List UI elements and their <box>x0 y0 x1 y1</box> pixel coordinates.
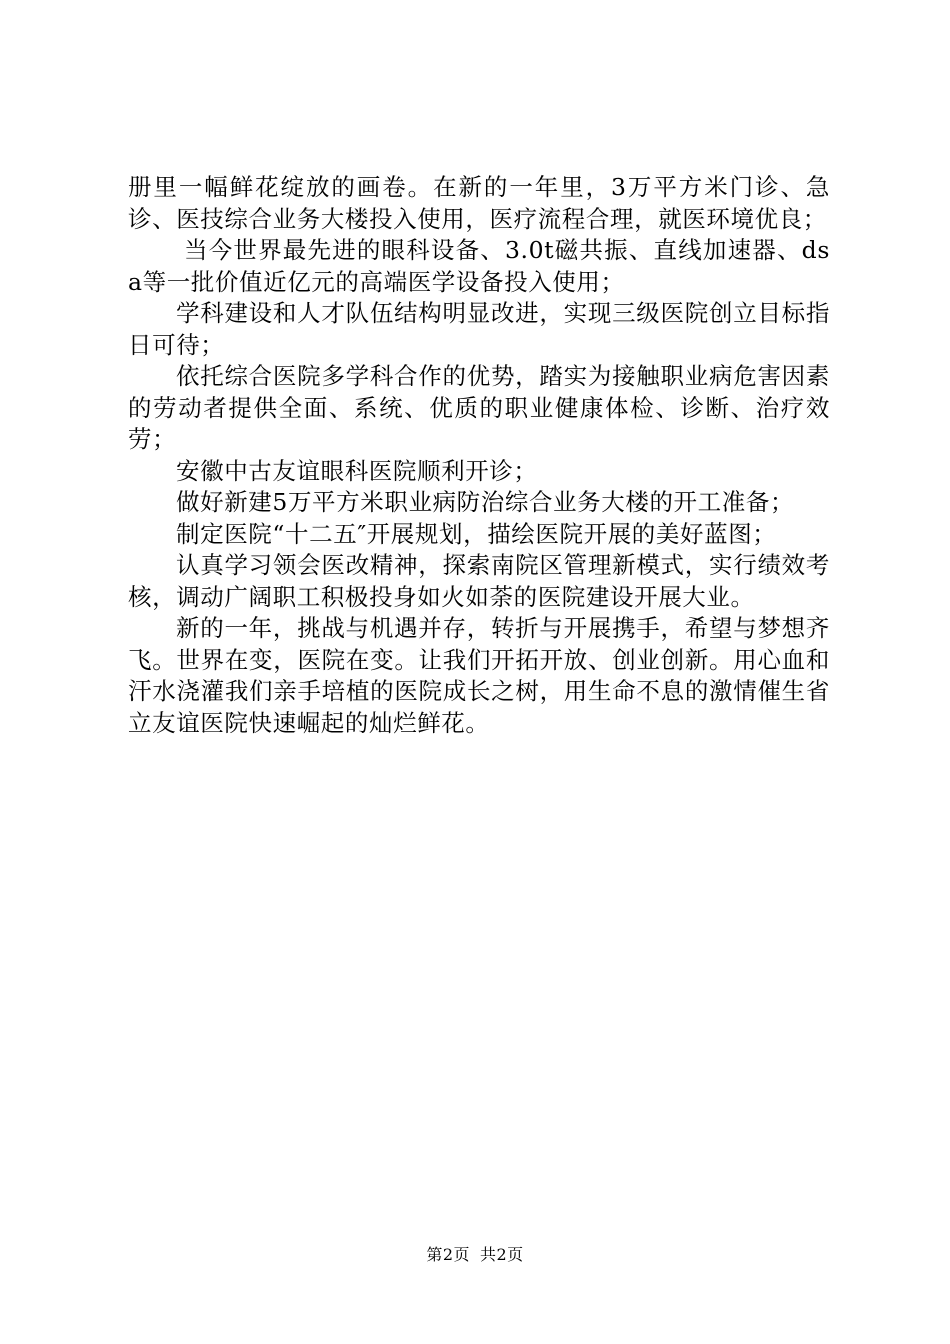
paragraph-equipment: 当今世界最先进的眼科设备、3.0t磁共振、直线加速器、dsa等一批价值近亿元的高端医学设备投入使用； <box>128 236 830 296</box>
page-total: 共2页 <box>480 1245 524 1264</box>
page-number: 第2页 <box>426 1245 470 1264</box>
paragraph-reform: 认真学习领会医改精神，探索南院区管理新模式，实行绩效考核，调动广阔职工积极投身如火如荼的医院建设开展大业。 <box>128 551 830 611</box>
paragraph-new-building: 做好新建5万平方米职业病防治综合业务大楼的开工准备； <box>176 488 795 516</box>
paragraph-five-year-plan: 制定医院“十二五″开展规划，描绘医院开展的美好蓝图； <box>176 519 777 548</box>
paragraph-closing: 新的一年，挑战与机遇并存，转折与开展携手，希望与梦想齐飞。世界在变，医院在变。让我们开拓开放、创业创新。用心血和汗水浇灌我们亲手培植的医院成长之树，用生命不息的激情催生省立友谊医院快速崛起的灿烂鲜花。 <box>128 614 830 737</box>
paragraph-eye-hospital: 安徽中古友谊眼科医院顺利开诊； <box>176 456 538 485</box>
page-footer <box>0 1244 950 1266</box>
document-body <box>128 172 830 739</box>
paragraph-discipline: 学科建设和人才队伍结构明显改进，实现三级医院创立目标指日可待； <box>128 299 830 359</box>
paragraph-continuation: 册里一幅鲜花绽放的画卷。在新的一年里，3万平方米门诊、急诊、医技综合业务大楼投入使用，医疗流程合理，就医环境优良； <box>128 173 830 233</box>
paragraph-occupational-health: 依托综合医院多学科合作的优势，踏实为接触职业病危害因素的劳动者提供全面、系统、优质的职业健康体检、诊断、治疗效劳； <box>128 362 830 453</box>
